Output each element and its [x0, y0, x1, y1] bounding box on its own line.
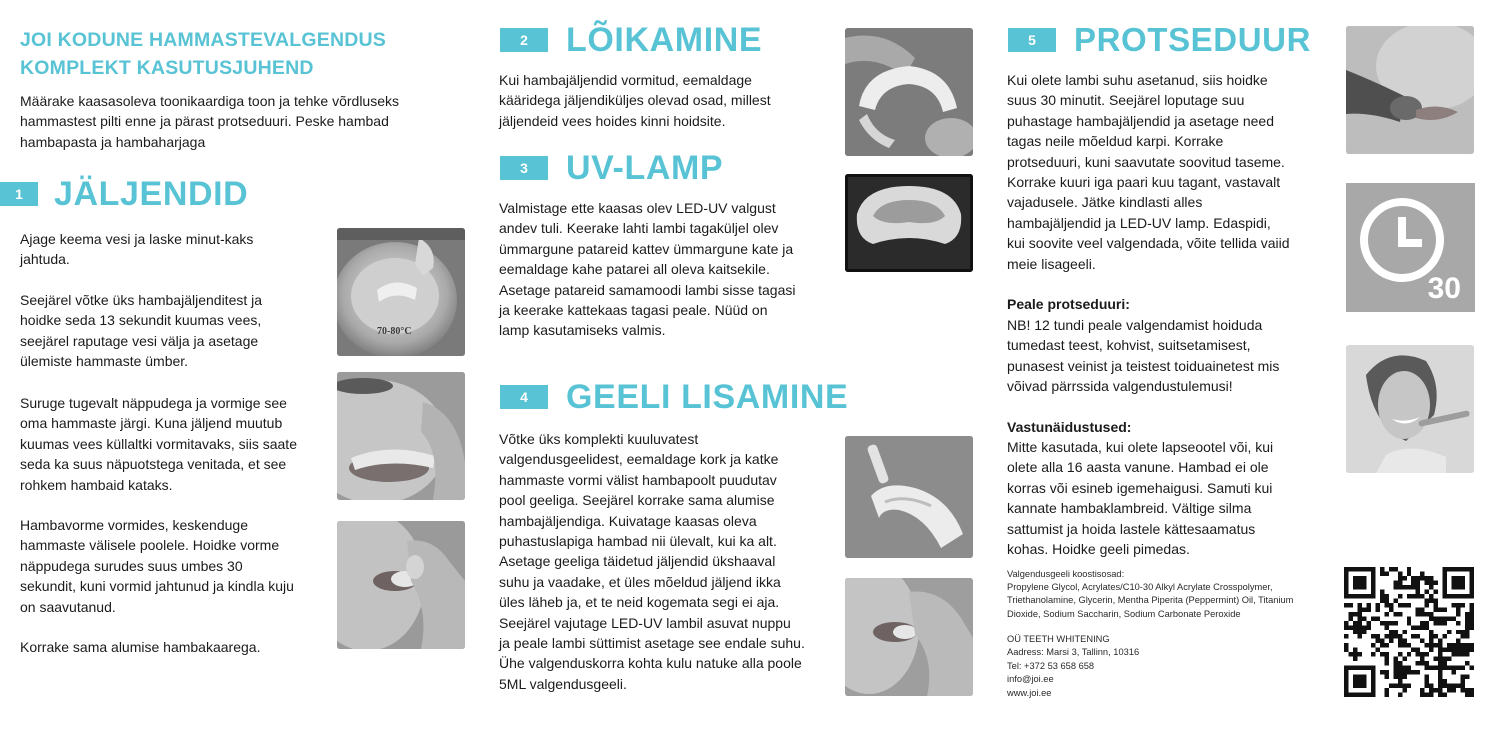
- step-1-paragraph-3: Suruge tugevalt näppudega ja vormige see oma hammaste järgi. Kuna jäljend muutub kuumas vees küllaltki vormitavaks, siis saate seda ka suus näpuotstega venitada, et see rohkem hambaid kataks.: [20, 395, 297, 493]
- section-title: JÄLJENDID: [54, 174, 249, 213]
- after-procedure-text: NB! 12 tundi peale valgendamist hoiduda tumedast teest, kohvist, suitsetamisest, punasest veinist ja teistest toiduainetest mis võivad pärrssida valgendustulemusi!: [1007, 317, 1280, 395]
- section-1-heading: [0, 174, 248, 214]
- ingredients-text: Propylene Glycol, Acrylates/C10-30 Alkyl Acrylate Crosspolymer, Triethanolamine, Glycerin, Mentha Piperita (Peppermint) Oil, Titanium Dioxide, Sodium Saccharin, Sodium Carbonate Peroxide: [1007, 582, 1294, 619]
- document-title: [20, 26, 386, 82]
- uv-lamp-in-mouth-photo: [1346, 26, 1474, 154]
- company-website: www.joi.ee: [1007, 687, 1052, 698]
- molding-tray-mouth-photo: [337, 372, 465, 500]
- company-email: info@joi.ee: [1007, 674, 1054, 685]
- section-number-badge: 3: [500, 156, 548, 180]
- qr-code-graphic: [1344, 567, 1474, 697]
- step-1-paragraph-5: Korrake sama alumise hambakaarega.: [20, 639, 261, 655]
- after-procedure-title: Peale protseduuri:: [1007, 296, 1130, 312]
- section-title: PROTSEDUUR: [1074, 21, 1312, 58]
- section-number-badge: 1: [0, 182, 38, 206]
- qr-code: [1344, 567, 1474, 697]
- intro-text: Määrake kaasasoleva toonikaardiga toon ja tehke võrdluseks hammastest pilti enne ja pärast protseduuri. Peske hambad hambapasta ja hambaharjaga: [20, 93, 400, 150]
- section-5-heading: [1008, 20, 1311, 60]
- company-block: [1007, 633, 1139, 700]
- cutting-tray-photo: [845, 28, 973, 156]
- section-number-badge: 4: [500, 385, 548, 409]
- ingredients-title: Valgendusgeeli koostisosad:: [1007, 569, 1125, 579]
- inserting-tray-photo: [845, 578, 973, 696]
- finger-pressing-tray-photo: [337, 521, 465, 649]
- step-5-text: Kui olete lambi suhu asetanud, siis hoidke suus 30 minutit. Seejärel loputage suu puhastage hambajäljendid ja asetage need tagas neile mõeldud karpi. Korrake protseduuri, kuni saavutate soovitud taseme. Korrake kuuri iga paari kuu tagant, vastavalt vajadusele. Jätke kindlasti alles hambajäljendid ja LED-UV lamp. Edaspidi, kui soovite veel valgendada, võite tellida vaiid meie lisageeli.: [1007, 72, 1290, 272]
- section-number-badge: 2: [500, 28, 548, 52]
- contraindications-text: Mitte kasutada, kui olete lapseootel või, kui olete alla 16 aasta vanune. Hambad ei ole korras või esineb igemehaigusi. Samuti kui kannate hambaklambreid. Vältige silma sattumist ja hoida lastele kättesaamatus kohas. Hoidke geeli pimedas.: [1007, 439, 1274, 558]
- temperature-label: 70-80°C: [377, 326, 412, 337]
- company-name: OÜ TEETH WHITENING: [1007, 634, 1110, 644]
- whitening-tray-photo: [845, 174, 973, 272]
- company-phone: Tel: +372 53 658 658: [1007, 660, 1095, 671]
- step-3-text: Valmistage ette kaasas olev LED-UV valgust andev tuli. Keerake lahti lambi tagaküljel olev ümmargune patareid kattev ümmargune kate ja eemaldage kahe patarei all oleva kaitsekile. Asetage patareid samamoodi lambi sisse tagasi ja keerake kattekaas tagasi peale. Nüüd on lamp kasutamiseks valmis.: [499, 200, 796, 339]
- section-number-badge: 5: [1008, 28, 1056, 52]
- document-title-line-1: JOI KODUNE HAMMASTEVALGENDUS: [20, 29, 387, 51]
- section-3-heading: [500, 148, 723, 188]
- section-title: LÕIKAMINE: [566, 20, 763, 59]
- smiling-woman-photo: [1346, 345, 1474, 473]
- timer-minutes: 30: [1427, 272, 1461, 305]
- step-4-text: Võtke üks komplekti kuuluvatest valgendusgeelidest, eemaldage kork ja katke hammaste vormi välist hambapoolt puudutav pool geeliga. Seejärel korrake sama alumise hambajäljendiga. Kuivatage kaasas oleva puhastuslapiga hambad nii ülevalt, kui ka alt. Asetage geeliga täidetud jäljendid ükshaaval suhu ja vaadake, et üles mõeldud jäljend ikka üles läheb ja, et te neid kogemata segi ei aja. Seejärel vajutage LED-UV lambil asuvat nuppu ja peale lambi süttimist asetage see endale suhu. Ühe valgenduskorra kohta kulu natuke alla poole 5ML valgendusgeeli.: [499, 431, 805, 692]
- section-title: UV-LAMP: [566, 148, 724, 187]
- company-address: Aadress: Marsi 3, Tallinn, 10316: [1007, 647, 1140, 658]
- section-4-heading: [500, 377, 848, 417]
- hot-water-pot-photo: [337, 228, 465, 356]
- gel-syringe-photo: [845, 436, 973, 558]
- step-1-paragraph-2: Seejärel võtke üks hambajäljenditest ja hoidke seda 13 sekundit kuumas vees, seejärel raputage vesi välja ja asetage ülemiste hammaste ümber.: [20, 292, 263, 370]
- contraindications-title: Vastunäidustused:: [1007, 419, 1132, 435]
- timer-tile: [1346, 183, 1475, 312]
- document-title-line-2: KOMPLEKT KASUTUSJUHEND: [20, 57, 314, 79]
- step-1-paragraph-4: Hambavorme vormides, keskenduge hammaste välisele poolele. Hoidke vorme näppudega surudes suus umbes 30 sekundit, kuni vormid jahtunud ja kindla kuju on saavutanud.: [20, 517, 294, 615]
- step-2-text: Kui hambajäljendid vormitud, eemaldage kääridega jäljendiküljes olevad osad, millest jäljendeid vees hoides kinni hoidsite.: [499, 72, 771, 129]
- section-title: GEELI LISAMINE: [566, 377, 849, 416]
- section-2-heading: [500, 20, 762, 60]
- step-1-paragraph-1: Ajage keema vesi ja laske minut-kaks jahtuda.: [20, 231, 254, 268]
